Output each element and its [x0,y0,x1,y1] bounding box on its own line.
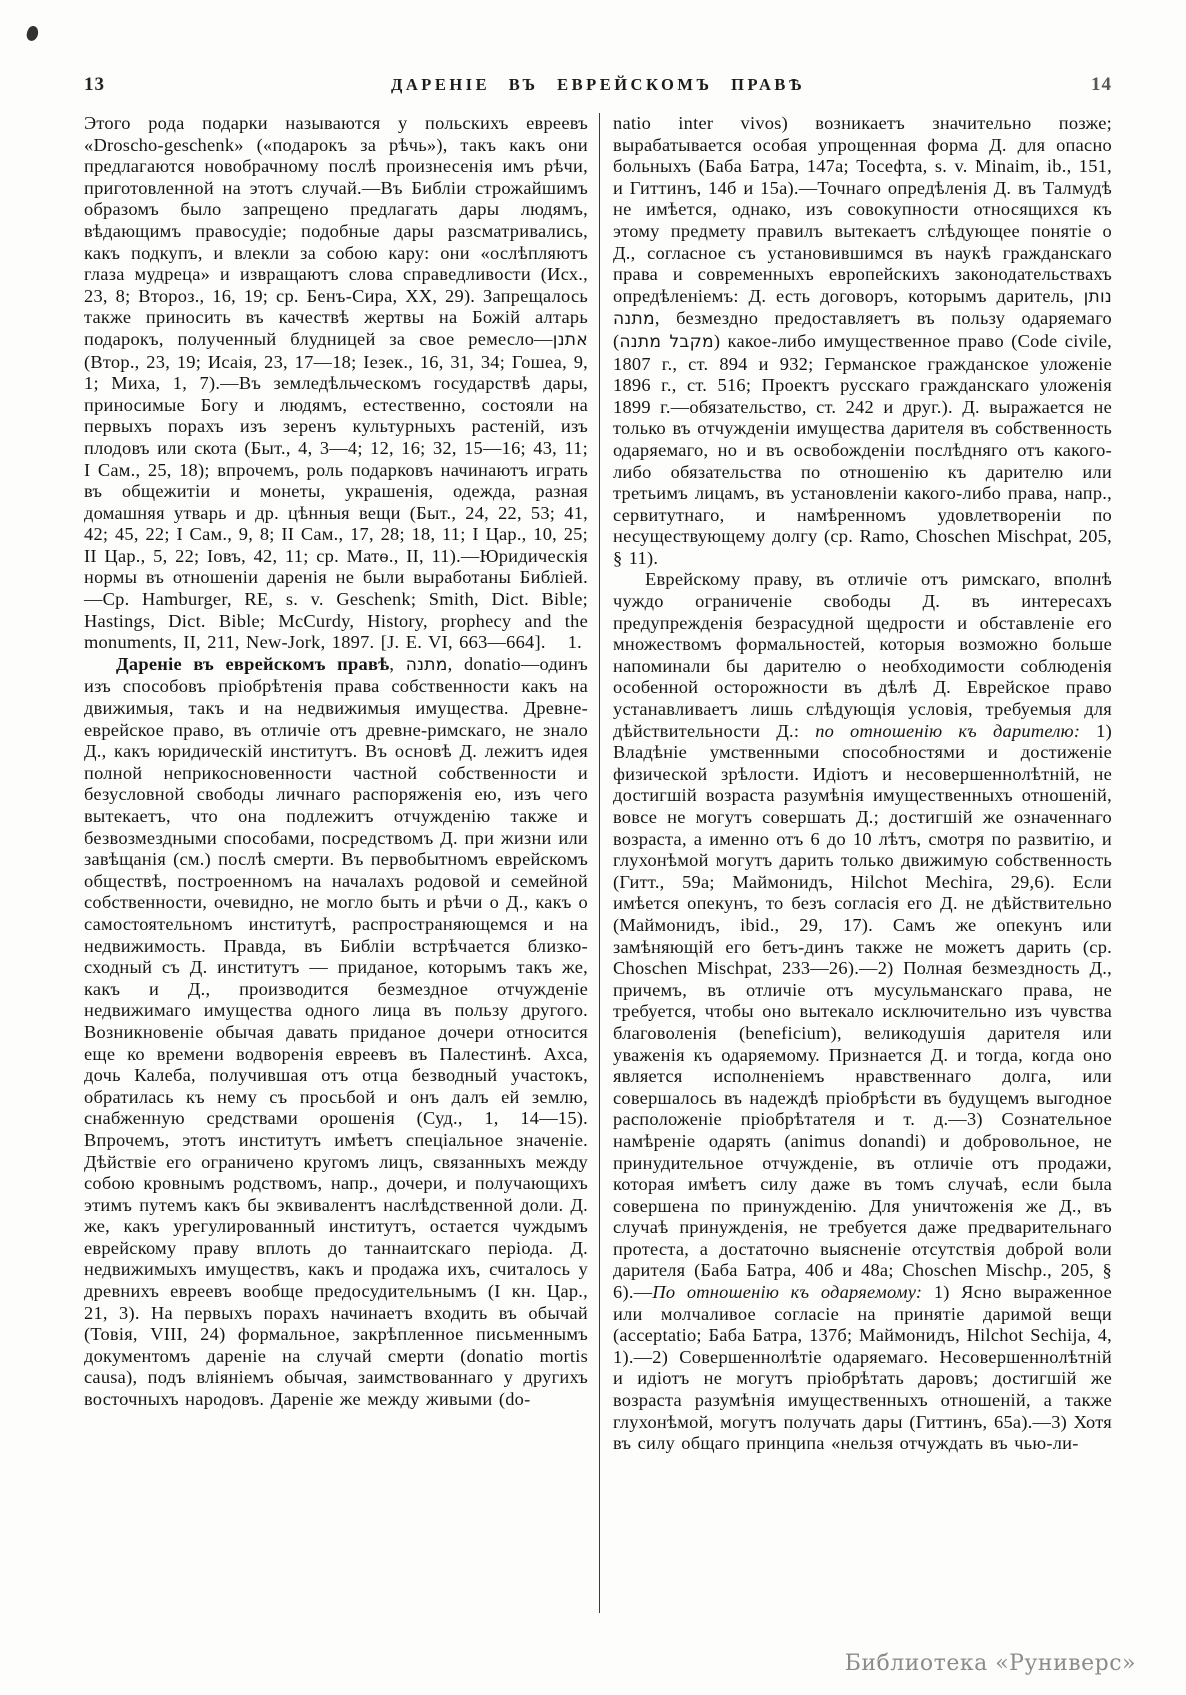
two-column-text [0,96,1186,1613]
text-segment: 1) Владѣніе умственными способностями и достиженіе физической зрѣлости. Идіотъ и несовершеннолѣтній, не достигшій возраста разумѣнія имущественныхъ отношеній, вовсе не могутъ совершать Д.; достигшій же означеннаго возраста, а именно отъ 6 до 10 лѣтъ, смотря по развитію, и глухонѣмой могутъ дарить только движимую собственность (Гитт., 59а; Маймонидъ, Hilchot Mechira, 29,6). Если имѣется опекунъ, то безъ согласія его Д. не дѣйствительно (Маймонидъ, ibid., 29, 17). Самъ же опекунъ или замѣняющій его бетъ-динъ также не можетъ дарить (ср. Choschen Mischpat, 233—26).—2) Полная безмездность Д., причемъ, въ отличіе отъ мусульманскаго права, не требуется, чтобы оно вытекало исключительно изъ чувства благоволенія (beneficium), великодушія дарителя или уваженія къ одаряемому. Признается Д. и тогда, когда оно является исполненіемъ нравственнаго долга, или совершалось въ надеждѣ пріобрѣсти въ будущемъ выгодное расположеніе пріобрѣтателя и т. д.—3) Сознательное намѣреніе одарять (animus donandi) и добровольное, не принудительное отчужденіе, въ отличіе отъ продажи, которая имѣетъ силу даже въ томъ случаѣ, если была совершена по принужденію. Для уничтоженія же Д., въ случаѣ принужденія, не требуется даже предварительнаго протеста, а достаточно выясненіе отсутствія доброй воли дарителя (Баба Батра, 40б и 48а; Choschen Mischp., 205, § 6).— [613,720,1113,1303]
watermark-text: Библиотека «Руниверс» [844,1651,1136,1676]
paragraph [84,654,588,1411]
text-segment: ) какое-либо имущественное право (Code civile, 1807 г., ст. 894 и 932; Германское гражданское уложеніе 1896 г., ст. 516; Проектъ русскаго гражданскаго уложенія 1899 г.—обязательство, ст. 242 и друг.). Д. выражается не только въ отчужденіи имущества дарителя въ собственность одаряемаго, но и въ освобожденіи послѣдняго отъ какого-либо обязательства по отношенію къ дарителю или третьимъ лицамъ, въ установленіи какого-либо права, напр., сервитутнаго, и намѣренномъ удовлетвореніи по несуществующему долгу (ср. Ramo, Choschen Mischpat, 205, § 11). [613,330,1112,568]
text-segment: Дареніе въ еврейскомъ правѣ [116,653,390,674]
text-segment: 1) Ясно выраженное или молчаливое согласіе на принятіе даримой вещи (acceptatio; Баба Батра, 137б; Маймонидъ, Hilchot Sechija, 4, 1).—2) Совершеннолѣтіе одаряемаго. Несовершеннолѣтній и идіотъ не могутъ пріобрѣтать даровъ; достигшій же возраста разумѣнія имущественныхъ отношеній, а также глухонѣмой, могутъ получать дары (Гиттинъ, 65а).—3) Хотя въ силу общаго принципа «нельзя отчуждать въ чью-ли- [613,1282,1112,1454]
author-signature: 1. [567,632,582,653]
text-segment: Еврейскому праву, въ отличіе отъ римскаго, вполнѣ чуждо ограниченіе свободы Д. въ интересахъ предупрежденія безрасудной щедрости и обставленіе его множествомъ формальностей, которыя возможно больше напоминали бы дарителю о необходимости соблюденія особенной осторожности въ дѣлѣ Д. Еврейское право устанавливаетъ лишь слѣдующія условія, требуемыя для дѣйствительности Д.: [613,569,1112,741]
text-segment: Этого рода подарки называются у польскихъ евреевъ «Droscho-geschenk» («подарокъ за рѣчь»), такъ какъ они предлагаются новобрачному послѣ произнесенія имъ рѣчи, приготовленной на этотъ случай.—Въ Библіи строжайшимъ образомъ было запрещено предлагать дары людямъ, вѣдающимъ правосудіе; подобные дары разсматривались, какъ подкупъ, и влекли за собою кару: они «ослѣпляютъ глаза мудреца» и извращаютъ слова справедливости (Исх., 23, 8; Второз., 16, 19; ср. Бенъ-Сира, XX, 29). Запрещалось также приносить въ качествѣ жертвы на Божій алтарь подарокъ, полученный блудницей за свое ремесло— [84,113,588,349]
paragraph [613,569,1112,1454]
page-number-left: 13 [84,74,105,95]
left-column [84,113,599,1613]
hebrew-term: מקבל מתנה [619,331,714,352]
text-segment: , [389,653,406,674]
text-segment: по отношенію къ дарителю: [815,720,1081,741]
hebrew-term: נותן מתנה [613,286,1112,330]
hebrew-term: אתנן [552,329,588,350]
paragraph [84,113,588,654]
page-header [0,0,1186,96]
text-segment: (Втор., 23, 19; Исаія, 23, 17—18; Іезек., 16, 31, 34; Гошеа, 9, 1; Миха, 1, 7).—Въ земледѣльческомъ государствѣ дары, приносимые Богу и людямъ, естественно, состояли на первыхъ порахъ изъ зеренъ культурныхъ растеній, изъ плодовъ или скота (Быт., 4, 3—4; 12, 16; 32, 15—16; 43, 11; I Сам., 25, 18); впрочемъ, роль подарковъ начинаютъ играть въ общежитіи и монеты, украшенія, одежда, разная домашняя утварь и др. цѣнныя вещи (Быт., 24, 22, 53; 41, 42; 45, 22; I Сам., 9, 8; II Сам., 17, 28; 18, 11; I Цар., 10, 25; II Цар., 5, 22; Іовъ, 42, 11; ср. Матѳ., II, 11).—Юридическія нормы въ отношеніи даренія не были выработаны Библіей.—Ср. Hamburger, RE, s. v. Geschenk; Smith, Dict. Bible; Hastings, Dict. Bible; McCurdy, History, prophecy and the monuments, II, 211, New-Jork, 1897. [J. E. VI, 663—664]. [84,351,588,653]
page-number-right: 14 [1091,74,1112,95]
text-segment: По отношенію къ одаряемому: [652,1282,923,1303]
right-column [600,113,1112,1613]
running-title: ДАРЕНІЕ ВЪ ЕВРЕЙСКОМЪ ПРАВѢ [391,75,805,94]
hebrew-term: מתנה [405,654,448,675]
text-segment: , безмездно предоставляетъ въ пользу одаряемаго ( [613,308,1112,351]
text-segment: , donatio—одинъ изъ способовъ пріобрѣтенія права собственности какъ на движимыя, такъ и на недвижимыя имущества. Древне-еврейское право, въ отличіе отъ древне-римскаго, не знало Д., какъ юридическій институтъ. Въ основѣ Д. лежитъ идея полной неприкосновенности частной собственности и безусловной свободы личнаго распоряженія ею, изъ чего вытекаетъ, что она подлежитъ отчужденію также и безвозмездными способами, посредствомъ Д. при жизни или завѣщанія (см.) послѣ смерти. Въ первобытномъ еврейскомъ обществѣ, построенномъ на началахъ родовой и семейной собственности, очевидно, не могло быть и рѣчи о Д., какъ о самостоятельномъ институтѣ, распространяющемся и на недвижимость. Правда, въ Библіи встрѣчается близко-сходный съ Д. институтъ — приданое, которымъ такъ же, какъ и Д., производится безмездное отчужденіе недвижимаго имущества одного лица въ пользу другого. Возникновеніе обычая давать приданое дочери относится еще ко времени водворенія евреевъ въ Палестинѣ. Ахса, дочь Калеба, получившая отъ отца безводный участокъ, обратилась къ нему съ просьбой и онъ далъ ей землю, снабженную средствами орошенія (Суд., 1, 14—15). Впрочемъ, этотъ институтъ имѣетъ спеціальное значеніе. Дѣйствіе его ограничено кругомъ лицъ, связанныхъ между собою кровнымъ родствомъ, напр., дочери, и получающихъ этимъ путемъ какъ бы эквивалентъ наслѣдственной доли. Д. же, какъ урегулированный институтъ, остается чуждымъ еврейскому праву вплоть до таннаитскаго періода. Д. недвижимыхъ имуществъ, какъ и продажа ихъ, считалось у древнихъ евреевъ вообще предосудительнымъ (I кн. Цар., 21, 3). На первыхъ порахъ начинаетъ входить въ обычай (Товія, VIII, 24) формальное, закрѣпленное письменнымъ документомъ дареніе на случай смерти (donatio mortis causa), подъ вліяніемъ обычая, заимствованнаго у другихъ восточныхъ народовъ. Дареніе же между живыми (do- [84,653,588,1410]
text-segment: natio inter vivos) возникаетъ значительно позже; вырабатывается особая упрощенная форма Д. для опасно больныхъ (Баба Батра, 147а; Тосефта, s. v. Minaim, ib., 151, и Гиттинъ, 14б и 15а).—Точнаго опредѣленія Д. въ Талмудѣ не имѣется, однако, изъ совокупности относящихся къ этому предмету правилъ вытекаетъ слѣдующее понятіе о Д., согласное съ установившимся въ наукѣ гражданскаго права и современныхъ европейскихъ законодательствахъ опредѣленіемъ: Д. есть договоръ, которымъ даритель, [613,113,1112,306]
paragraph [613,113,1112,569]
